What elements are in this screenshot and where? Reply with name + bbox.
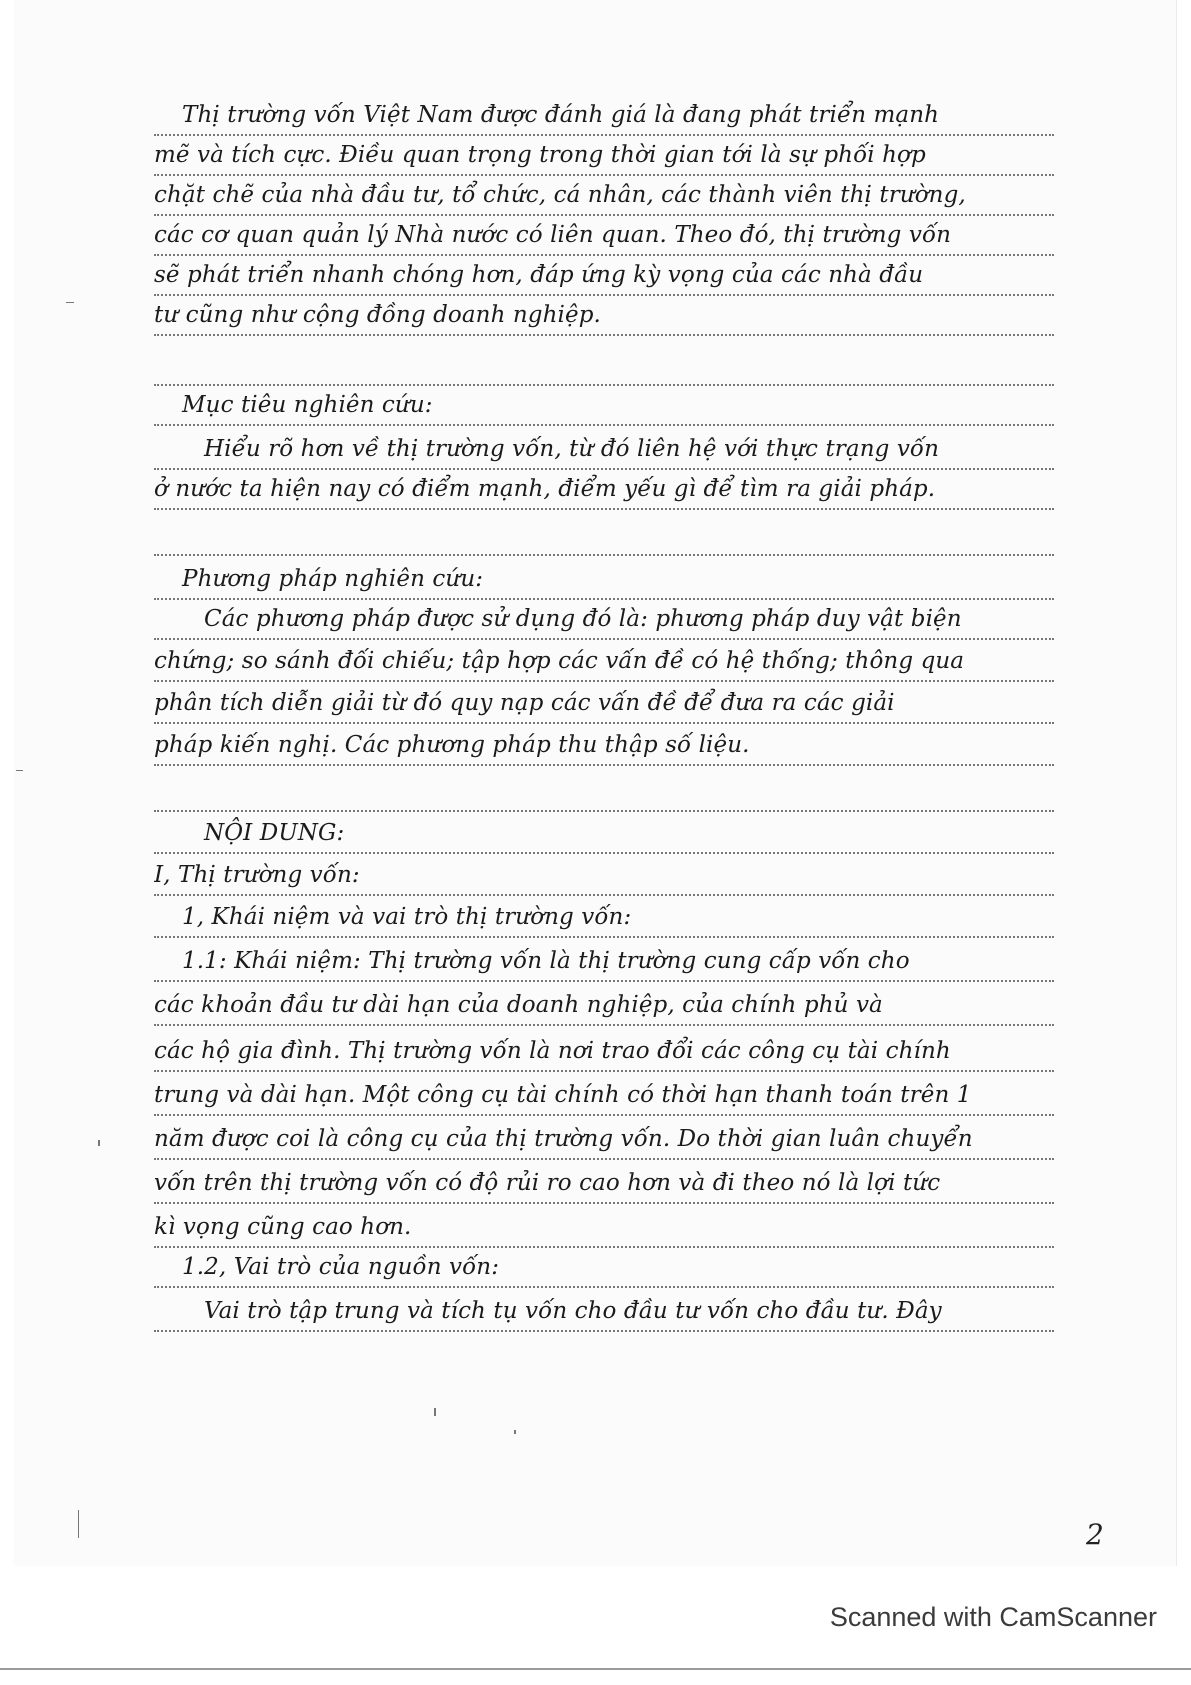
text-line: ở nước ta hiện nay có điểm mạnh, điểm yếu gì để tìm ra giải pháp.: [154, 470, 1054, 510]
text-line: Các phương pháp được sử dụng đó là: phương pháp duy vật biện: [154, 600, 1054, 640]
text-line: tư cũng như cộng đồng doanh nghiệp.: [154, 296, 1054, 336]
section-heading: Phương pháp nghiên cứu:: [154, 560, 1054, 600]
section-heading: Mục tiêu nghiên cứu:: [154, 386, 1054, 426]
scan-speck: [434, 1408, 436, 1416]
text-line: mẽ và tích cực. Điều quan trọng trong thời gian tới là sự phối hợp: [154, 136, 1054, 176]
text-line: Hiểu rõ hơn về thị trường vốn, từ đó liên hệ với thực trạng vốn: [154, 430, 1054, 470]
text-line: pháp kiến nghị. Các phương pháp thu thập số liệu.: [154, 726, 1054, 766]
text-line: các khoản đầu tư dài hạn của doanh nghiệp, của chính phủ và: [154, 986, 1054, 1026]
text-line: vốn trên thị trường vốn có độ rủi ro cao hơn và đi theo nó là lợi tức: [154, 1164, 1054, 1204]
text-line: kì vọng cũng cao hơn.: [154, 1208, 1054, 1248]
text-line: các cơ quan quản lý Nhà nước có liên quan. Theo đó, thị trường vốn: [154, 216, 1054, 256]
text-line: năm được coi là công cụ của thị trường vốn. Do thời gian luân chuyển: [154, 1120, 1054, 1160]
section-heading: I, Thị trường vốn:: [154, 856, 1054, 896]
text-line: Vai trò tập trung và tích tụ vốn cho đầu tư vốn cho đầu tư. Đây: [154, 1292, 1054, 1332]
scan-speck: [16, 770, 23, 771]
bottom-divider: [0, 1668, 1191, 1670]
text-line: chứng; so sánh đối chiếu; tập hợp các vấn đề có hệ thống; thông qua: [154, 642, 1054, 682]
scan-speck: [78, 1510, 79, 1538]
text-line: Thị trường vốn Việt Nam được đánh giá là đang phát triển mạnh: [154, 96, 1054, 136]
blank-line: [154, 516, 1054, 556]
text-line: trung và dài hạn. Một công cụ tài chính có thời hạn thanh toán trên 1: [154, 1076, 1054, 1116]
blank-line: [154, 772, 1054, 812]
scan-speck: [98, 1140, 100, 1146]
text-line: sẽ phát triển nhanh chóng hơn, đáp ứng kỳ vọng của các nhà đầu: [154, 256, 1054, 296]
scan-speck: [66, 302, 74, 303]
text-line: 1.1: Khái niệm: Thị trường vốn là thị trường cung cấp vốn cho: [154, 942, 1054, 982]
page-number: 2: [1086, 1518, 1104, 1551]
text-line: phân tích diễn giải từ đó quy nạp các vấn đề để đưa ra các giải: [154, 684, 1054, 724]
camscanner-watermark: Scanned with CamScanner: [829, 1602, 1157, 1632]
section-heading: NỘI DUNG:: [154, 814, 1054, 854]
text-line: các hộ gia đình. Thị trường vốn là nơi trao đổi các công cụ tài chính: [154, 1032, 1054, 1072]
blank-line: [154, 346, 1054, 386]
scan-speck: [514, 1430, 516, 1434]
subsection-heading: 1, Khái niệm và vai trò thị trường vốn:: [154, 898, 1054, 938]
text-line: chặt chẽ của nhà đầu tư, tổ chức, cá nhân, các thành viên thị trường,: [154, 176, 1054, 216]
scanned-page: [14, 0, 1177, 1566]
subsection-heading: 1.2, Vai trò của nguồn vốn:: [154, 1248, 1054, 1288]
